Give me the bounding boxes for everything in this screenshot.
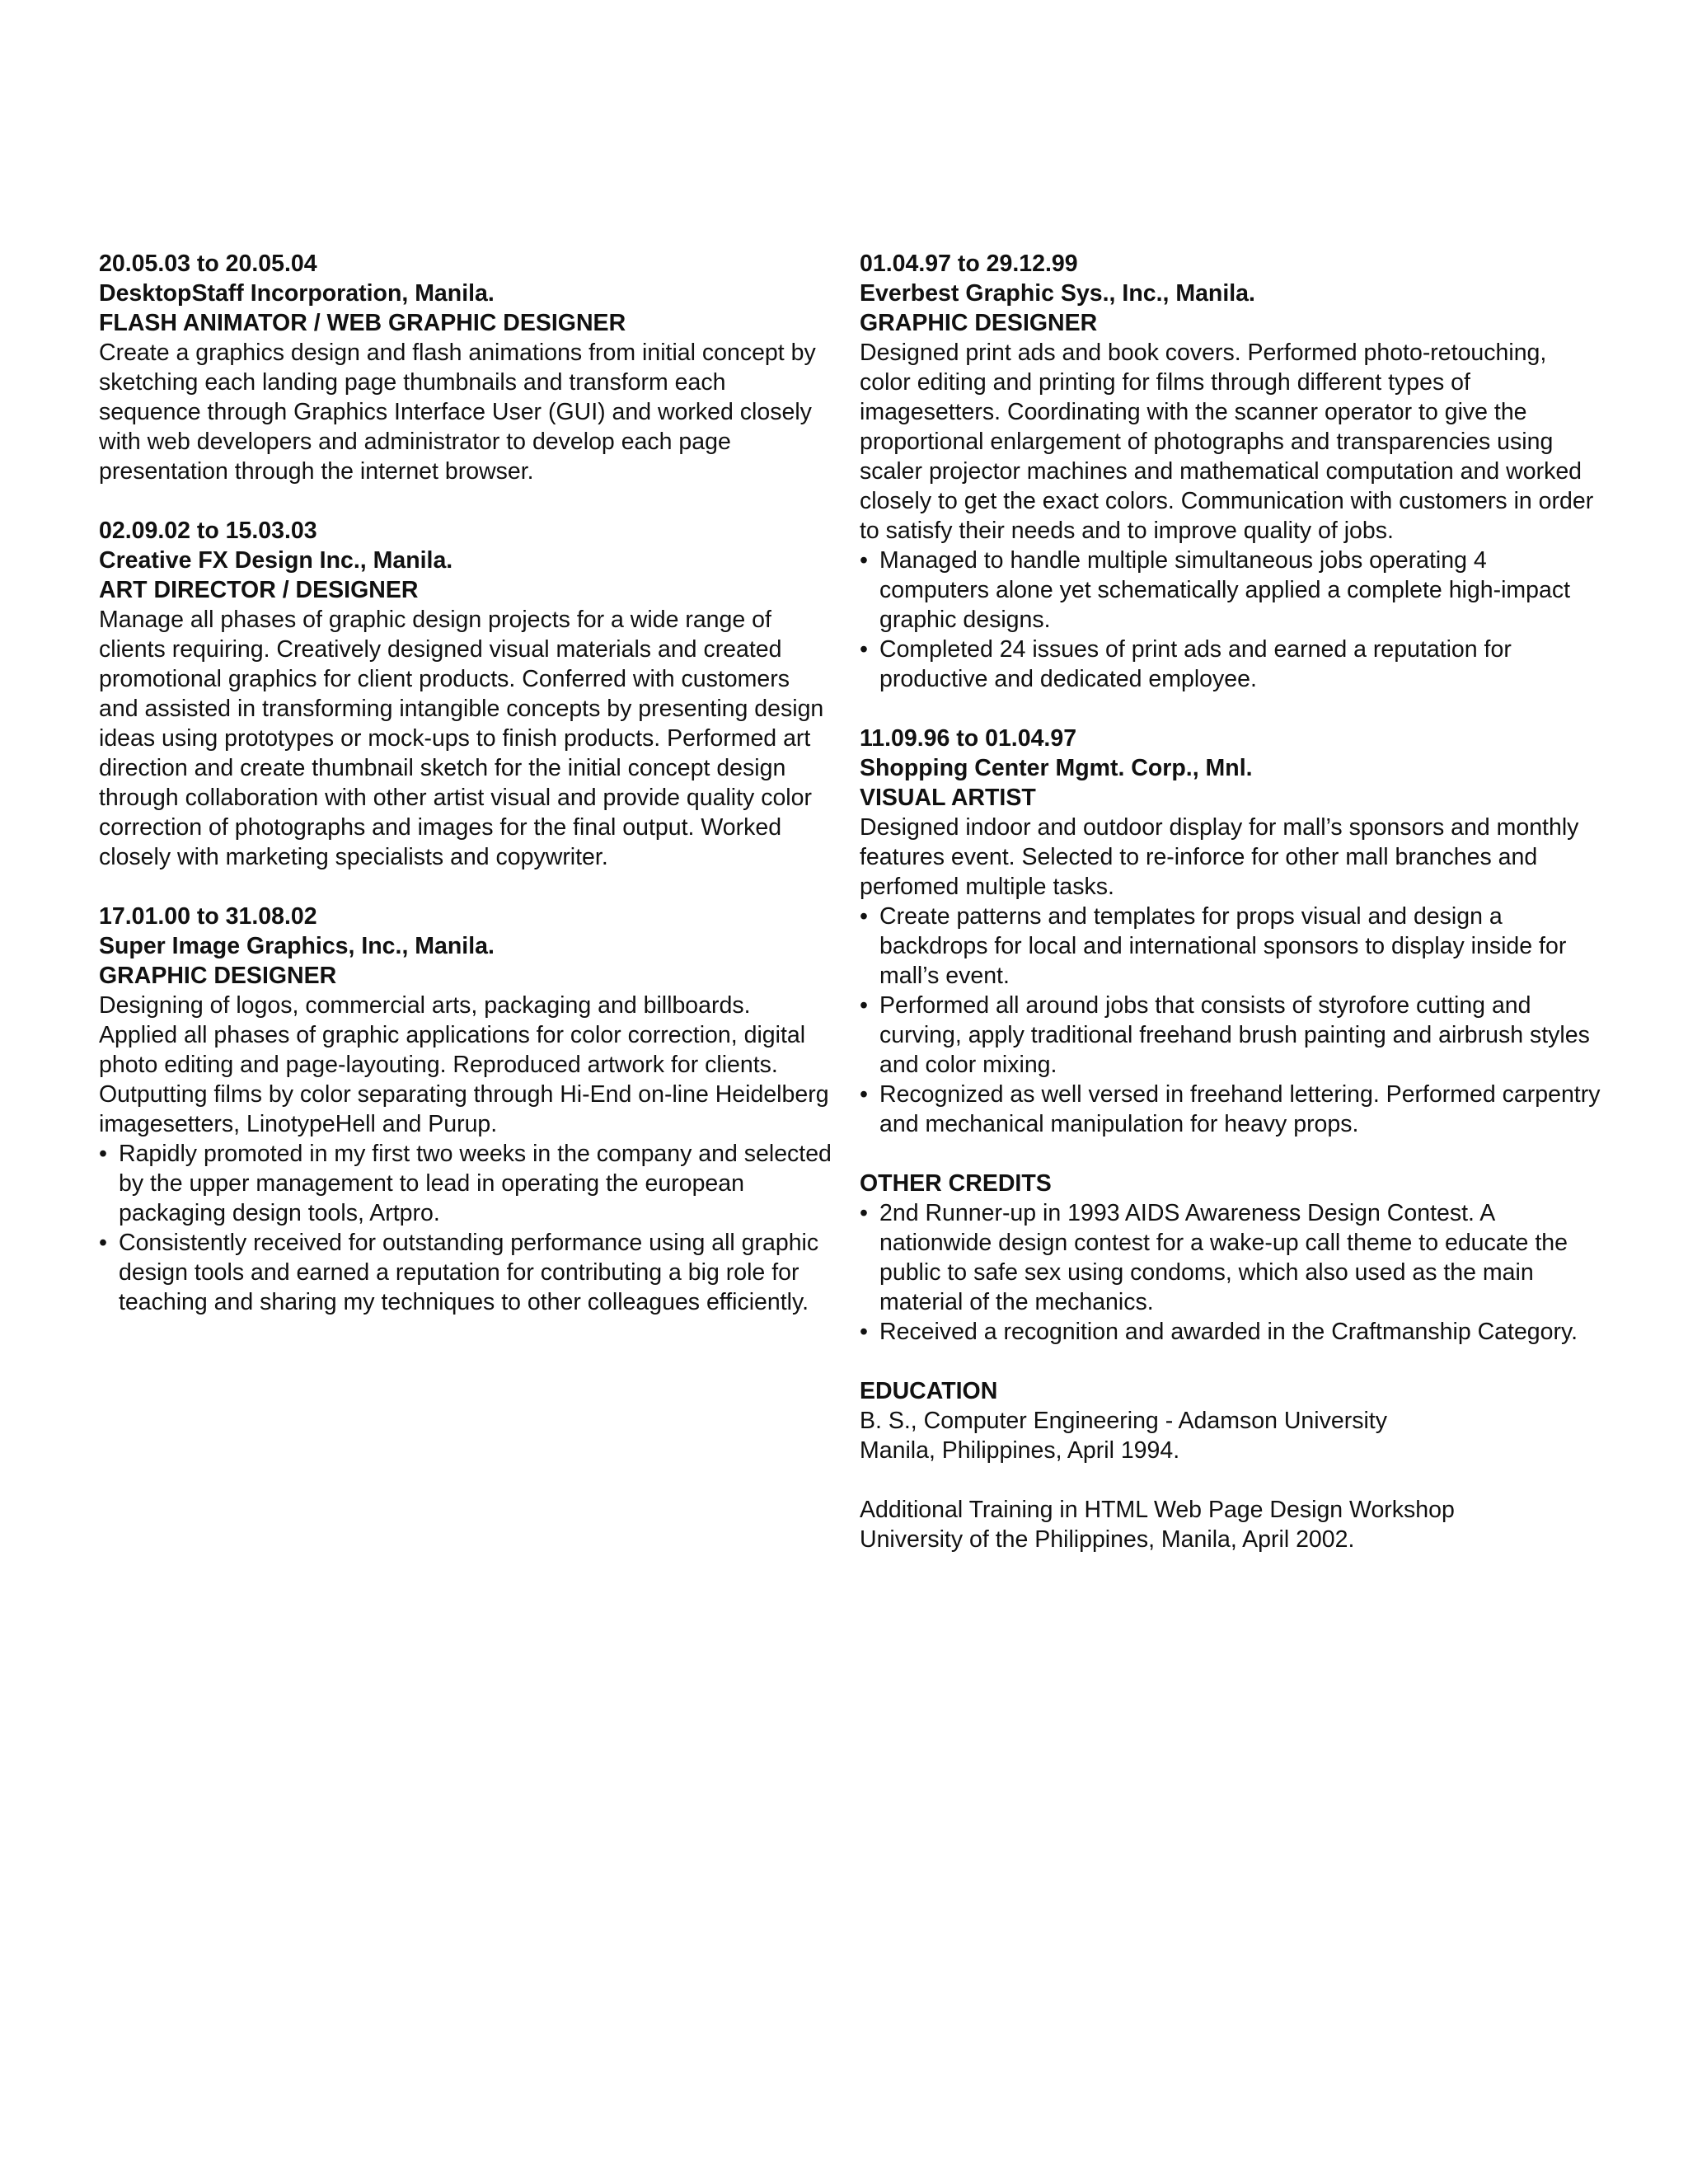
credit-bullet: • Received a recognition and awarded in the Craftmanship Category. bbox=[860, 1317, 1601, 1347]
other-credits-heading: OTHER CREDITS bbox=[860, 1170, 1052, 1197]
job-entry bbox=[99, 902, 832, 1317]
job-description: Designing of logos, commercial arts, packaging and billboards. Applied all phases of graphic applications for color correction, digital photo editing and page-layouting. Reproduced artwork for clients. Outputting films by color separating through Hi-End on-line Heidelberg imagesetters, LinotypeHell and Purup. bbox=[99, 992, 829, 1137]
job-entry bbox=[99, 516, 832, 872]
job-bullet: • Create patterns and templates for props visual and design a backdrops for local and international sponsors to display inside for mall’s event. bbox=[860, 902, 1601, 991]
job-bullet: • Consistently received for outstanding performance using all graphic design tools and earned a reputation for contributing a big role for teaching and sharing my techniques to other colleagues efficiently. bbox=[99, 1228, 832, 1317]
job-description: Designed indoor and outdoor display for mall’s sponsors and monthly features event. Selected to re-inforce for other mall branches and perfomed multiple tasks. bbox=[860, 814, 1579, 900]
job-title: VISUAL ARTIST bbox=[860, 785, 1036, 811]
job-entry bbox=[860, 249, 1601, 694]
job-bullet-list bbox=[99, 1139, 832, 1317]
left-column bbox=[99, 249, 832, 1347]
credit-bullet: • 2nd Runner-up in 1993 AIDS Awareness Design Contest. A nationwide design contest for a wake-up call theme to educate the public to safe sex using condoms, which also used as the main material of the mechanics. bbox=[860, 1198, 1601, 1317]
job-description: Create a graphics design and flash animations from initial concept by sketching each landing page thumbnails and transform each sequence through Graphics Interface User (GUI) and worked closely with web developers and administrator to develop each page presentation through the internet browser. bbox=[99, 340, 816, 485]
job-title: FLASH ANIMATOR / WEB GRAPHIC DESIGNER bbox=[99, 310, 626, 336]
education-training-location: University of the Philippines, Manila, April 2002. bbox=[860, 1526, 1355, 1553]
job-title: GRAPHIC DESIGNER bbox=[99, 963, 337, 989]
job-dates: 02.09.02 to 15.03.03 bbox=[99, 518, 317, 544]
job-dates: 20.05.03 to 20.05.04 bbox=[99, 251, 317, 277]
job-bullet: • Performed all around jobs that consists of styrofore cutting and curving, apply traditional freehand brush painting and airbrush styles and color mixing. bbox=[860, 991, 1601, 1080]
credits-bullet-list bbox=[860, 1198, 1601, 1347]
job-bullet: • Recognized as well versed in freehand lettering. Performed carpentry and mechanical manipulation for heavy props. bbox=[860, 1080, 1601, 1139]
job-title: ART DIRECTOR / DESIGNER bbox=[99, 577, 419, 603]
job-bullet-list bbox=[860, 902, 1601, 1139]
job-dates: 11.09.96 to 01.04.97 bbox=[860, 725, 1077, 752]
education-degree-location: Manila, Philippines, April 1994. bbox=[860, 1437, 1180, 1464]
education-degree: B. S., Computer Engineering - Adamson University bbox=[860, 1408, 1387, 1434]
job-company: Everbest Graphic Sys., Inc., Manila. bbox=[860, 280, 1255, 307]
job-company: Super Image Graphics, Inc., Manila. bbox=[99, 933, 495, 959]
job-bullet: • Completed 24 issues of print ads and earned a reputation for productive and dedicated employee. bbox=[860, 635, 1601, 694]
education-heading: EDUCATION bbox=[860, 1378, 998, 1404]
job-dates: 01.04.97 to 29.12.99 bbox=[860, 251, 1078, 277]
education-training: Additional Training in HTML Web Page Design Workshop bbox=[860, 1497, 1455, 1523]
job-description: Manage all phases of graphic design projects for a wide range of clients requiring. Creatively designed visual materials and created promotional graphics for client products. Conferred with customers and assisted in transforming intangible concepts by presenting design ideas using prototypes or mock-ups to finish products. Performed art direction and create thumbnail sketch for the initial concept design through collaboration with other artist visual and provide quality color correction of photographs and images for the final output. Worked closely with marketing specialists and copywriter. bbox=[99, 607, 824, 870]
job-dates: 17.01.00 to 31.08.02 bbox=[99, 903, 317, 930]
job-bullet: • Managed to handle multiple simultaneous jobs operating 4 computers alone yet schematically applied a complete high-impact graphic designs. bbox=[860, 546, 1601, 635]
right-column bbox=[860, 249, 1601, 1584]
job-bullet: • Rapidly promoted in my first two weeks in the company and selected by the upper management to lead in operating the european packaging design tools, Artpro. bbox=[99, 1139, 832, 1228]
job-company: Creative FX Design Inc., Manila. bbox=[99, 547, 453, 574]
education-section bbox=[860, 1376, 1601, 1554]
other-credits-section bbox=[860, 1169, 1601, 1347]
job-entry bbox=[99, 249, 832, 486]
job-title: GRAPHIC DESIGNER bbox=[860, 310, 1098, 336]
job-company: DesktopStaff Incorporation, Manila. bbox=[99, 280, 495, 307]
job-bullet-list bbox=[860, 546, 1601, 694]
job-company: Shopping Center Mgmt. Corp., Mnl. bbox=[860, 755, 1253, 781]
job-description: Designed print ads and book covers. Performed photo-retouching, color editing and printing for films through different types of imagesetters. Coordinating with the scanner operator to give the proportional enlargement of photographs and transparencies using scaler projector machines and mathematical computation and worked closely to get the exact colors. Communication with customers in order to satisfy their needs and to improve quality of jobs. bbox=[860, 340, 1594, 544]
job-entry bbox=[860, 724, 1601, 1139]
